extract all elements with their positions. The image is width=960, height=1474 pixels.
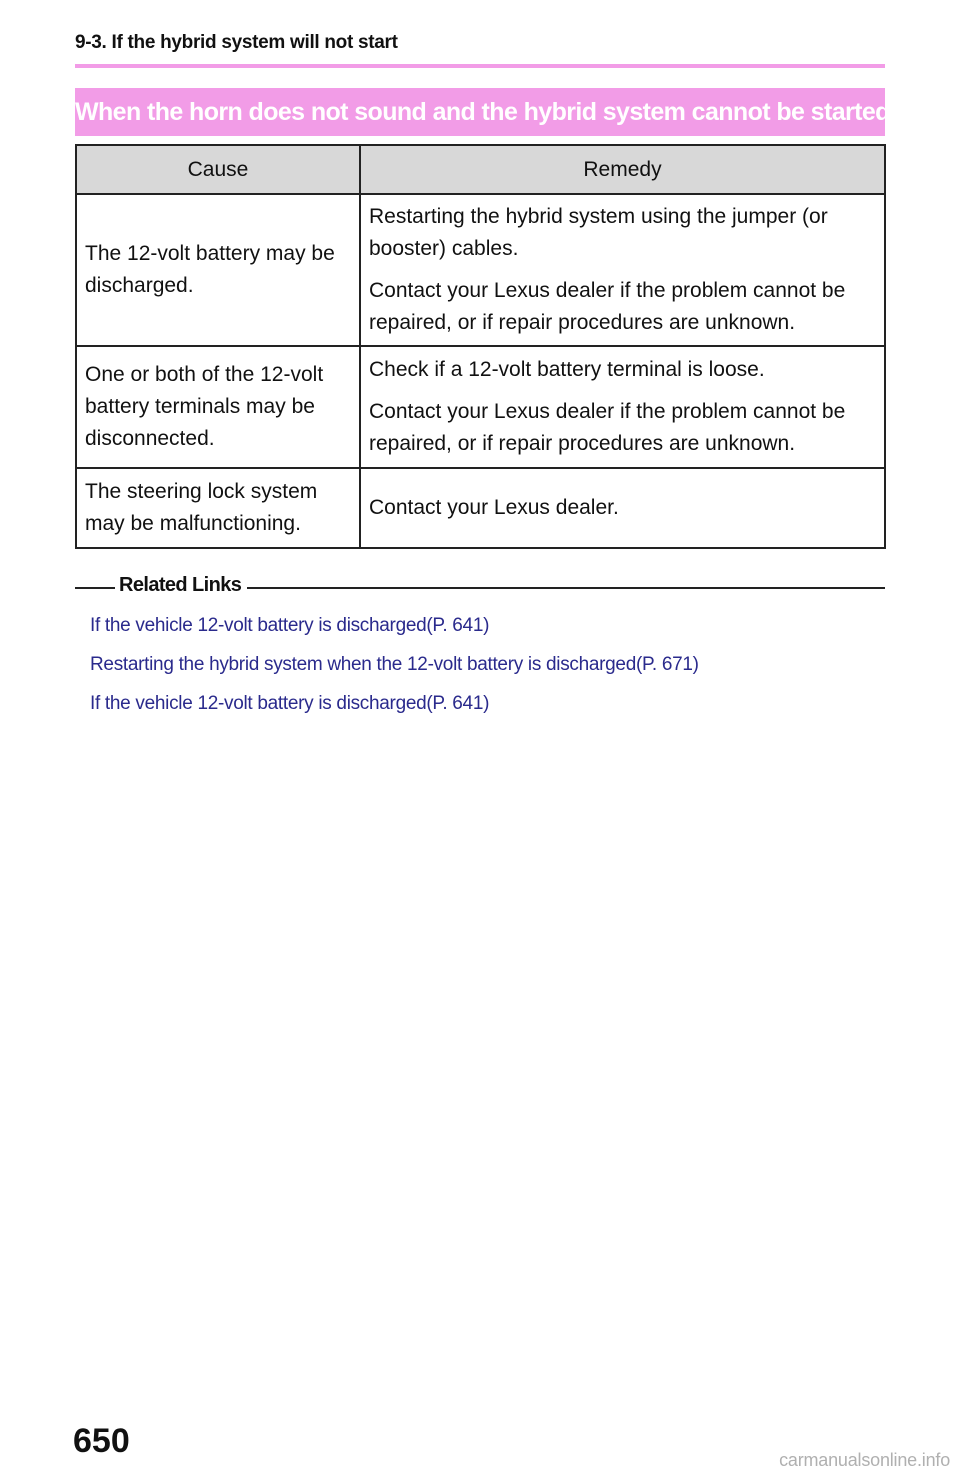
section-title: When the horn does not sound and the hybrid system cannot be started — [75, 88, 885, 136]
table-header-row — [76, 145, 885, 194]
related-links-list — [90, 612, 699, 729]
remedy-text: Restarting the hybrid system using the jumper (or booster) cables. — [369, 205, 828, 260]
column-header-remedy: Remedy — [360, 145, 885, 194]
remedy-text: Check if a 12-volt battery terminal is loose. — [369, 358, 765, 381]
related-link-battery-discharged-2[interactable]: If the vehicle 12-volt battery is discharged(P. 641) — [90, 693, 490, 714]
remedy-text: Contact your Lexus dealer if the problem cannot be repaired, or if repair procedures are unknown. — [369, 400, 846, 455]
related-links-rule-left — [75, 587, 115, 589]
table-row — [76, 468, 885, 548]
remedy-cell — [360, 346, 885, 468]
cause-cell: One or both of the 12-volt battery terminals may be disconnected. — [76, 346, 360, 468]
cause-cell: The steering lock system may be malfunctioning. — [76, 468, 360, 548]
remedy-text: Contact your Lexus dealer. — [369, 496, 619, 519]
remedy-text: Contact your Lexus dealer if the problem cannot be repaired, or if repair procedures are unknown. — [369, 279, 846, 334]
cause-remedy-table — [75, 144, 886, 549]
related-link-battery-discharged[interactable]: If the vehicle 12-volt battery is discharged(P. 641) — [90, 615, 490, 636]
remedy-cell — [360, 194, 885, 346]
related-link-restarting-hybrid-system[interactable]: Restarting the hybrid system when the 12-volt battery is discharged(P. 671) — [90, 654, 699, 675]
table-row — [76, 194, 885, 346]
related-links-title: Related Links — [119, 574, 242, 596]
page-number: 650 — [73, 1422, 130, 1460]
header-divider — [75, 64, 885, 68]
table-row — [76, 346, 885, 468]
cause-cell: The 12-volt battery may be discharged. — [76, 194, 360, 346]
related-links-heading — [75, 574, 885, 602]
section-header: 9-3. If the hybrid system will not start — [75, 32, 398, 53]
column-header-cause: Cause — [76, 145, 360, 194]
remedy-cell — [360, 468, 885, 548]
related-links-rule-right — [247, 587, 885, 589]
watermark: carmanualsonline.info — [779, 1450, 950, 1470]
